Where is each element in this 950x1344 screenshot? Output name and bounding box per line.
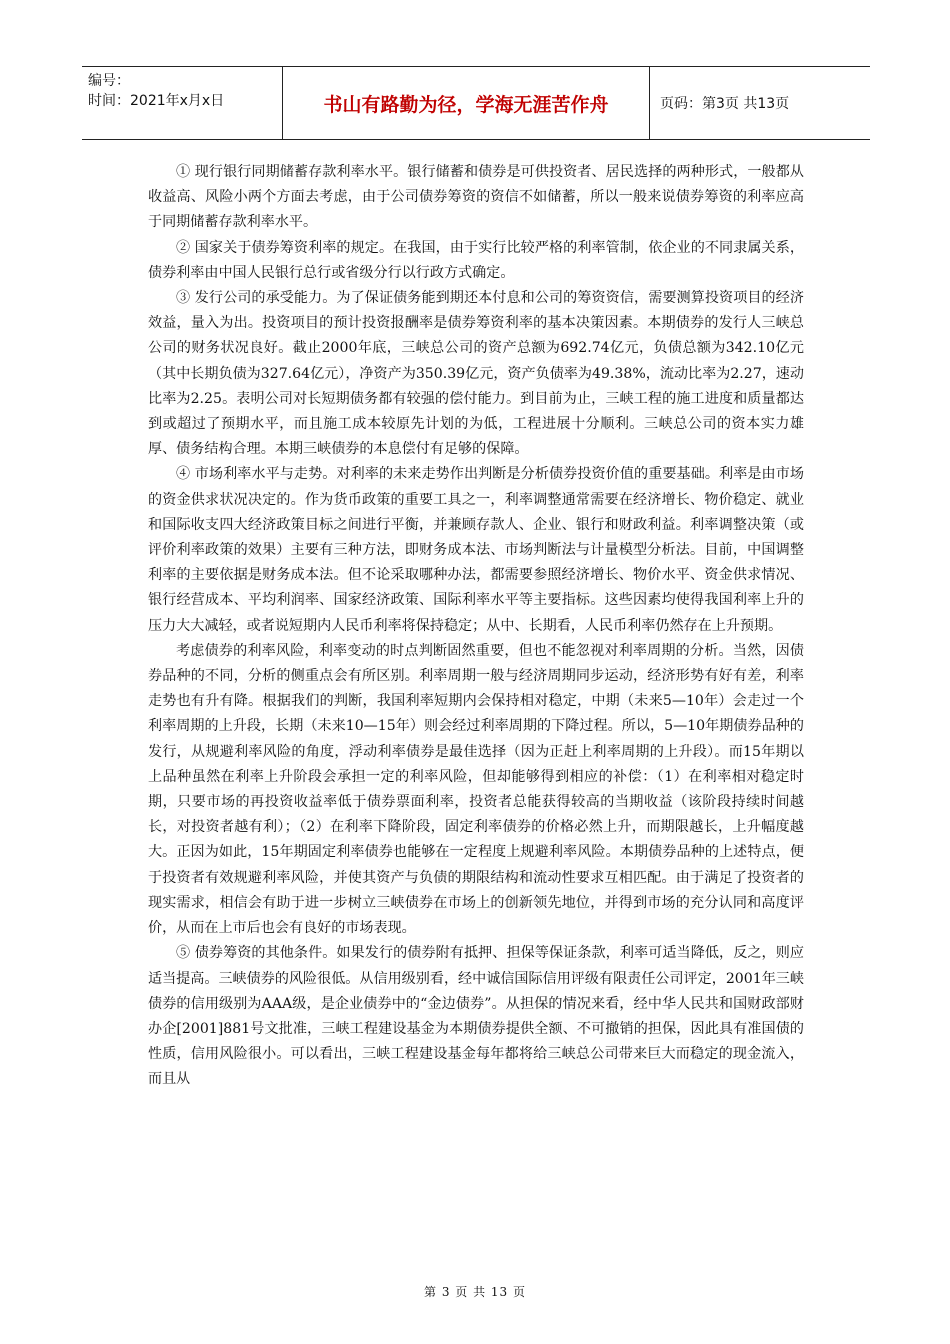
paragraph-5: 考虑债券的利率风险，利率变动的时点判断固然重要，但也不能忽视对利率周期的分析。当然，因债券品种的不同，分析的侧重点会有所区别。利率周期一般与经济周期同步运动，经济形势有好有差，利率走势也有升有降。根据我们的判断，我国利率短期内会保持相对稳定，中期（未来5—10年）会走过一个利率周期的上升段，长期（未来10—15年）则会经过利率周期的下降过程。所以，5—10年期债券品种的发行，从规避利率风险的角度，浮动利率债券是最佳选择（因为正赶上利率周期的上升段）。而15年期以上品种虽然在利率上升阶段会承担一定的利率风险，但却能够得到相应的补偿：（1）在利率相对稳定时期，只要市场的再投资收益率低于债券票面利率，投资者总能获得较高的当期收益（该阶段持续时间越长，对投资者越有利）；（2）在利率下降阶段，固定利率债券的价格必然上升，而期限越长，上升幅度越大。正因为如此，15年期固定利率债券也能够在一定程度上规避利率风险。本期债券品种的上述特点，便于投资者有效规避利率风险，并使其资产与负债的期限结构和流动性要求互相匹配。由于满足了投资者的现实需求，相信会有助于进一步树立三峡债券在市场上的创新领先地位，并得到市场的充分认同和高度评价，从而在上市后也会有良好的市场表现。 <box>148 642 804 937</box>
page-header <box>82 66 870 140</box>
document-body <box>148 160 804 1093</box>
header-motto: 书山有路勤为径，学海无涯苦作舟 <box>283 67 650 139</box>
paragraph-1: ① 现行银行同期储蓄存款利率水平。银行储蓄和债券是可供投资者、居民选择的两种形式，一般都从收益高、风险小两个方面去考虑，由于公司债券筹资的资信不如储蓄，所以一般来说债券筹资的利率应高于同期储蓄存款利率水平。 <box>148 164 804 231</box>
page-footer: 第 3 页 共 13 页 <box>424 1285 526 1299</box>
header-page-info: 页码：第3页 共13页 <box>660 96 790 112</box>
number-label: 编号： <box>88 73 130 89</box>
paragraph-4: ④ 市场利率水平与走势。对利率的未来走势作出判断是分析债券投资价值的重要基础。利率是由市场的资金供求状况决定的。作为货币政策的重要工具之一，利率调整通常需要在经济增长、物价稳定、就业和国际收支四大经济政策目标之间进行平衡，并兼顾存款人、企业、银行和财政利益。利率调整决策（或评价利率政策的效果）主要有三种方法，即财务成本法、市场判断法与计量模型分析法。目前，中国调整利率的主要依据是财务成本法。但不论采取哪种办法，都需要参照经济增长、物价水平、资金供求情况、银行经营成本、平均利润率、国家经济政策、国际利率水平等主要指标。这些因素均使得我国利率上升的压力大大减轻，或者说短期内人民币利率将保持稳定；从中、长期看，人民币利率仍然存在上升预期。 <box>148 466 804 634</box>
header-meta <box>82 67 283 139</box>
paragraph-2: ② 国家关于债券筹资利率的规定。在我国，由于实行比较严格的利率管制，依企业的不同隶属关系，债券利率由中国人民银行总行或省级分行以行政方式确定。 <box>148 239 804 281</box>
paragraph-3: ③ 发行公司的承受能力。为了保证债务能到期还本付息和公司的筹资资信，需要测算投资项目的经济效益，量入为出。投资项目的预计投资报酬率是债券筹资利率的基本决策因素。本期债券的发行人三峡总公司的财务状况良好。截止2000年底，三峡总公司的资产总额为692.74亿元，负债总额为342.10亿元（其中长期负债为327.64亿元），净资产为350.39亿元，资产负债率为49.38%，流动比率为2.27，速动比率为2.25。表明公司对长短期债务都有较强的偿付能力。到目前为止，三峡工程的施工进度和质量都达到或超过了预期水平，而且施工成本较原先计划的为低，工程进展十分顺利。三峡总公司的资本实力雄厚、债务结构合理。本期三峡债券的本息偿付有足够的保障。 <box>148 290 804 458</box>
paragraph-6: ⑤ 债券筹资的其他条件。如果发行的债券附有抵押、担保等保证条款，利率可适当降低，反之，则应适当提高。三峡债券的风险很低。从信用级别看，经中诚信国际信用评级有限责任公司评定，2001年三峡债券的信用级别为AAA级，是企业债券中的“金边债券”。从担保的情况来看，经中华人民共和国财政部财办企[2001]881号文批准，三峡工程建设基金为本期债券提供全额、不可撤销的担保，因此具有准国债的性质，信用风险很小。可以看出，三峡工程建设基金每年都将给三峡总公司带来巨大而稳定的现金流入，而且从 <box>148 945 804 1088</box>
time-label: 时间：2021年x月x日 <box>88 93 225 109</box>
